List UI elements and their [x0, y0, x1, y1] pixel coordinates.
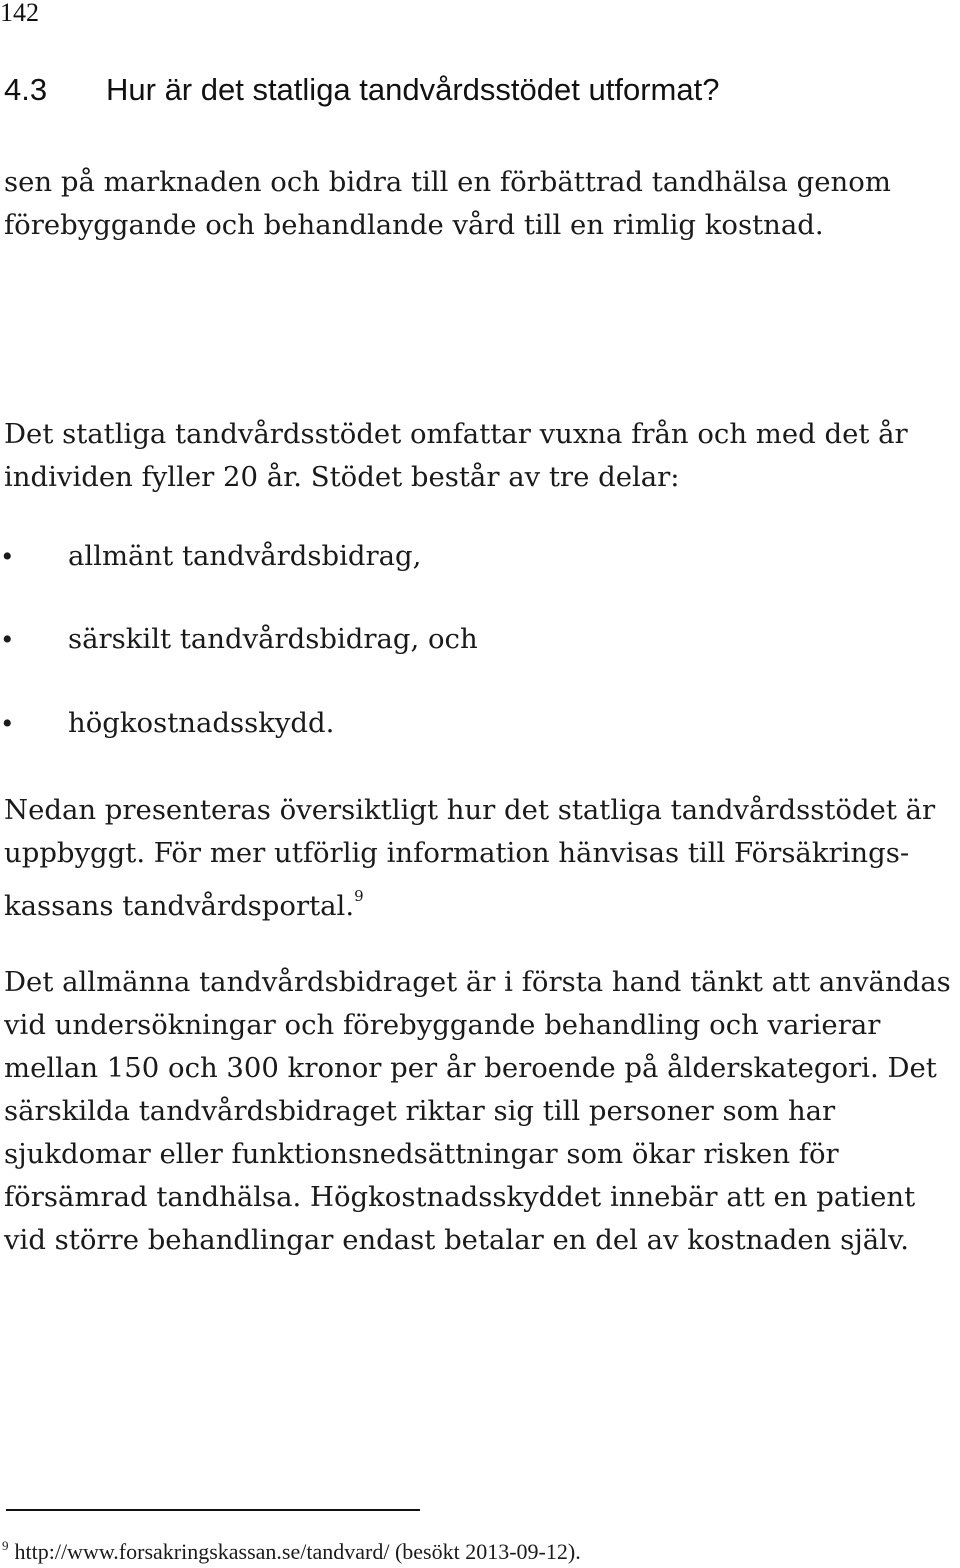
section-number: 4.3 [4, 72, 48, 107]
paragraph-line: mellan 150 och 300 kronor per år beroende på ålderskategori. Det [4, 1052, 937, 1084]
footnote-reference[interactable]: 9 [354, 887, 364, 905]
section-heading [4, 72, 719, 108]
paragraph-line: Det statliga tandvårdsstödet omfattar vuxna från och med det år [4, 418, 908, 450]
paragraph-intro [4, 161, 960, 247]
paragraph-line: sen på marknaden och bidra till en förbättrad tandhälsa genom [4, 166, 891, 198]
paragraph-line: Nedan presenteras översiktligt hur det statliga tandvårdsstödet är [4, 794, 936, 826]
paragraph-line: försämrad tandhälsa. Högkostnadsskyddet innebär att en patient [4, 1181, 916, 1213]
paragraph-structure [4, 413, 960, 499]
paragraph-line: särskilda tandvårdsbidraget riktar sig till personer som har [4, 1095, 836, 1127]
list-item-text: högkostnadsskydd. [68, 707, 335, 739]
paragraph-line: Det allmänna tandvårdsbidraget är i första hand tänkt att användas [4, 966, 951, 998]
paragraph-line-text: kassans tandvårdsportal. [4, 890, 355, 922]
paragraph-line: uppbyggt. För mer utförlig information hänvisas till Försäkrings- [4, 837, 910, 869]
footnote-divider [6, 1509, 420, 1511]
paragraph-line: vid undersökningar och förebyggande behandling och varierar [4, 1009, 881, 1041]
bullet-icon: • [2, 623, 13, 656]
bullet-icon: • [2, 540, 13, 573]
footnote [2, 1538, 581, 1565]
paragraph-line: förebyggande och behandlande vård till en rimlig kostnad. [4, 209, 824, 241]
paragraph-details [4, 961, 960, 1262]
paragraph-overview [4, 789, 960, 928]
footnote-link[interactable]: http://www.forsakringskassan.se/tandvard/ (besökt 2013-09-12). [14, 1539, 581, 1564]
paragraph-line [4, 875, 960, 928]
bullet-icon: • [2, 707, 13, 740]
paragraph-line: sjukdomar eller funktionsnedsättningar som ökar risken för [4, 1138, 839, 1170]
section-title: Hur är det statliga tandvårdsstödet utformat? [106, 72, 720, 107]
footnote-marker: 9 [2, 1538, 9, 1553]
list-item-text: särskilt tandvårdsbidrag, och [68, 623, 478, 655]
paragraph-line: individen fyller 20 år. Stödet består av tre delar: [4, 461, 680, 493]
page-number: 142 [0, 0, 39, 27]
list-item-text: allmänt tandvårdsbidrag, [68, 540, 422, 572]
paragraph-line: vid större behandlingar endast betalar en del av kostnaden själv. [4, 1224, 909, 1256]
